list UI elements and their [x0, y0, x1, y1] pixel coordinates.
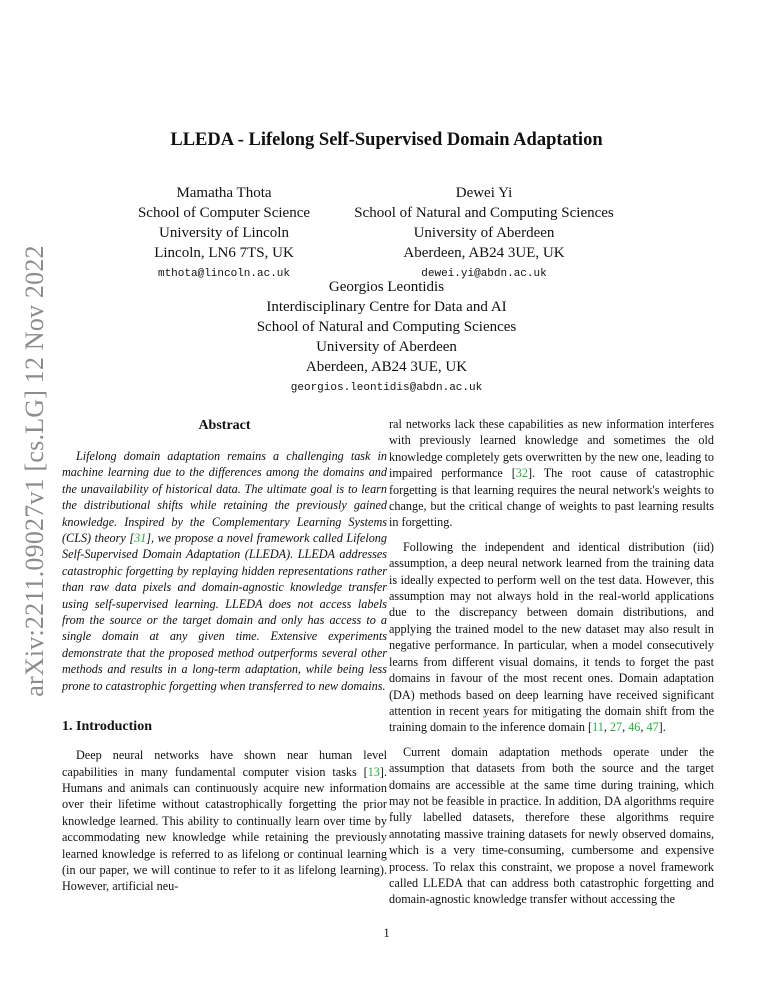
author-name: Dewei Yi	[455, 185, 513, 201]
citation-link[interactable]: 13	[367, 764, 380, 779]
intro-paragraph-3: Current domain adaptation methods operate under the assumption that datasets from both the source and the target domains are accessible at the same time during training, which may not be feasible in practice. In addition, DA algorithms require fully labelled datasets, therefore these algorithms require annotating massive training datasets for newly observed domains, which is a very time-consuming, cumbersome and expensive process. To relax this constraint, we propose a novel framework called LLEDA that can address both catastrophic forgetting and domain-agnostic knowledge transfer without accessing the	[389, 744, 714, 907]
citation-link[interactable]: 46	[628, 720, 641, 735]
section-heading-introduction: 1. Introduction	[62, 719, 152, 735]
page-number: 1	[383, 926, 390, 940]
citation-link[interactable]: 47	[646, 720, 659, 735]
author-affiliation: University of Aberdeen	[316, 339, 457, 355]
citation-link[interactable]: 11	[592, 720, 604, 735]
author-affiliation: Lincoln, LN6 7TS, UK	[154, 245, 294, 261]
citation-link[interactable]: 27	[609, 720, 623, 735]
intro-paragraph-1: Deep neural networks have shown near human level capabilities in many fundamental computer vision tasks [13]. Humans and animals can continuously acquire new information over their lifetime without catastrophically forgetting the prior knowledge learned. This ability to continually learn over time by accommodating new knowledge while retaining the previously learned knowledge is referred to as lifelong or continual learning (in our paper, we will continue to refer to it as lifelong learning). However, artificial neu-	[62, 748, 387, 894]
author-block-2	[345, 183, 623, 282]
paper-title: LLEDA - Lifelong Self-Supervised Domain Adaptation	[170, 130, 603, 150]
intro-paragraph-2: Following the independent and identical distribution (iid) assumption, a deep neural network learned from the training data is ideally expected to perform well on the test data. However, this assumption may not always hold in the real-world applications due to the discrepancy between domain distributions, and applying the trained model to the new dataset may also result in negative performance. In particular, when a model consecutively learns from different visual domains, it tends to forget the past domains in favour of the most recent ones. Domain adaptation (DA) methods based on deep learning have received significant attention in recent years for mitigating the domain shift from the training domain to the inference domain [11, 27, 46, 47].	[389, 539, 714, 735]
intro-paragraph-1-continued: ral networks lack these capabilities as new information interferes with previously learned knowledge and sometimes the old knowledge completely gets overwritten by the new one, leading to impaired performance [32]. The root cause of catastrophic forgetting is that learning requires the neural network's weights to change, but the critical change of weights to past learning results in forgetting.	[389, 417, 714, 530]
citation-link[interactable]: 32	[515, 466, 528, 481]
arxiv-identifier: arXiv:2211.09027v1 [cs.LG] 12 Nov 2022	[20, 245, 49, 697]
left-column	[62, 418, 387, 895]
arxiv-side-stamp	[20, 245, 50, 697]
author-block-1	[120, 183, 328, 282]
author-affiliation: University of Aberdeen	[413, 225, 555, 241]
author-affiliation: School of Computer Science	[137, 205, 311, 221]
author-affiliation: School of Natural and Computing Sciences	[354, 205, 614, 221]
author-email[interactable]: dewei.yi@abdn.ac.uk	[421, 268, 547, 280]
author-email[interactable]: mthota@lincoln.ac.uk	[157, 268, 291, 280]
author-block-3	[220, 277, 553, 396]
author-affiliation: Interdisciplinary Centre for Data and AI	[266, 299, 507, 315]
author-affiliation: University of Lincoln	[159, 225, 289, 241]
abstract-text: Lifelong domain adaptation remains a challenging task in machine learning due to the differences among the domains and the unavailability of historical data. The ultimate goal is to learn the distributional shifts while retaining the previously gained knowledge. Inspired by the Complementary Learning Systems (CLS) theory [31], we propose a novel framework called Lifelong Self-Supervised Domain Adaptation (LLEDA). LLEDA addresses catastrophic forgetting by replaying hidden representations rather than raw data pixels and domain-agnostic knowledge transfer using self-supervised learning. LLEDA does not access labels from the source or the target domain and only has access to a single domain at any given time. Extensive experiments demonstrate that the proposed method outperforms several other methods and results in a long-term adaptation, while being less prone to catastrophic forgetting when transferred to new domains.	[62, 449, 387, 693]
right-column	[389, 416, 714, 908]
author-affiliation: Aberdeen, AB24 3UE, UK	[305, 359, 468, 375]
author-name: Georgios Leontidis	[328, 279, 445, 295]
citation-link[interactable]: 31	[134, 531, 147, 546]
author-affiliation: Aberdeen, AB24 3UE, UK	[403, 245, 565, 261]
abstract-heading: Abstract	[198, 418, 251, 433]
author-affiliation: School of Natural and Computing Sciences	[256, 319, 517, 335]
author-name: Mamatha Thota	[176, 185, 272, 201]
author-email[interactable]: georgios.leontidis@abdn.ac.uk	[290, 382, 483, 394]
